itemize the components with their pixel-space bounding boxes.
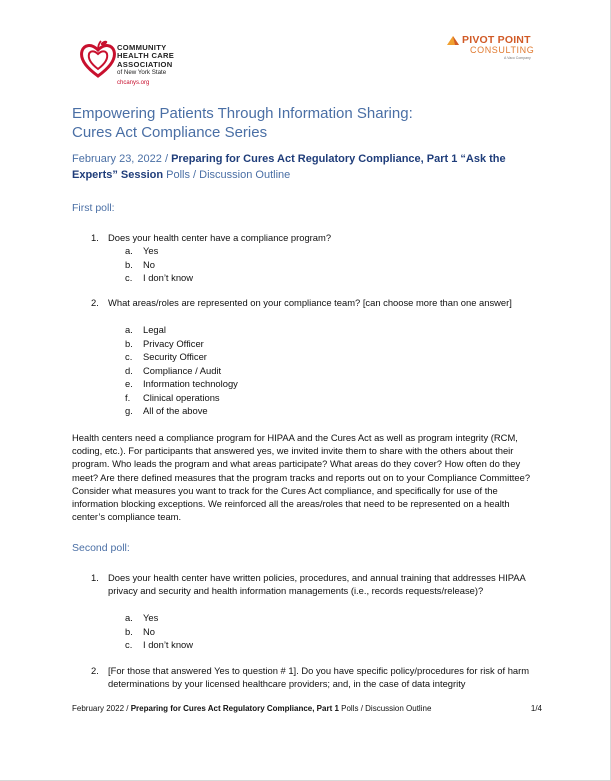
pivot-point-mark-icon <box>446 34 460 46</box>
consulting-wordmark: CONSULTING <box>470 45 535 55</box>
company-tagline: A Vaco Company <box>504 56 531 60</box>
session-subheading: February 23, 2022 / Preparing for Cures Act Regulatory Compliance, Part 1 “Ask the Experts” Session Polls / Discussion Outline <box>72 153 506 181</box>
second-poll-heading: Second poll: <box>72 542 130 554</box>
poll-question: 2. What areas/roles are represented on your compliance team? [can choose more than one answer] <box>91 297 512 308</box>
organization-website: chcanys.org <box>117 80 150 86</box>
pivot-point-wordmark: PIVOT POINT <box>462 34 531 46</box>
document-title: Empowering Patients Through Information Sharing: Cures Act Compliance Series <box>72 105 413 141</box>
first-poll-heading: First poll: <box>72 202 115 214</box>
heart-apple-icon <box>78 38 118 80</box>
page-number: 1/4 <box>530 704 542 713</box>
organization-name: COMMUNITY HEALTH CARE ASSOCIATION of New York State <box>117 43 175 77</box>
pivot-point-logo <box>444 32 536 62</box>
poll-question: 1. Does your health center have a compliance program? <box>91 232 332 243</box>
page-footer: February 2022 / Preparing for Cures Act Regulatory Compliance, Part 1 Polls / Discussion Outline 1/4 <box>72 704 542 713</box>
document-page: COMMUNITY HEALTH CARE ASSOCIATION of New York State chcanys.org PIVOT POINT CONSULTING A Vaco Company Empowering Patients Through Information Sharing: Cures Act Compliance Series February 23, 2022 / Preparing for Cures Act Regulatory Compliance, Part 1 “Ask the Experts” Session Polls / Discussion Outline First poll: 1. Does your health center have a compliance program? a. Yes b. No c. I don’t know 2. What areas/roles are represented on your compliance team? [can choose more than one answer] a. Legal b. Privacy Officer c. Security Officer d. Compliance / Audit e. Information technology f. Clinical operations g. All of the above Health centers need a compliance program for HIPAA and the Cures Act as well as program integrity (RCM, coding, etc.). For participants that answered yes, we invited invite them to share with the others about their program. Who leads the program and what areas participate? What areas do they cover? How often do they meet? Are there defined measures that the program tracks and reports out on to your Compliance Committee? Consider what measures you want to track for the Cures Act compliance, and specifically for use of the information blocking exceptions. We reinforced all the areas/roles that need to be represented on a health center’s compliance team. Second poll: 1. Does your health center have written policies, procedures, and annual training that addresses HIPAA privacy and security and health information managements (i.e., records requests/release)? a. Yes b. No c. I don’t know 2. [For those that answered Yes to question # 1]. Do you have specific policy/procedures for risk of harm determinations by your licensed healthcare providers; and, in the case of data integrity February 2022 / Preparing for Cures Act Regulatory Compliance, Part 1 Polls / Discussion Outline 1/4 <box>0 0 611 781</box>
chcanys-logo <box>78 38 218 88</box>
poll-question: 2. [For those that answered Yes to question # 1]. Do you have specific policy/procedures for risk of harm determinations by your licensed healthcare providers; and, in the case of data integrity <box>91 665 530 690</box>
poll-question: 1. Does your health center have written policies, procedures, and annual training that addresses HIPAA privacy and security and health information managements (i.e., records requests/release)? <box>91 572 526 597</box>
discussion-paragraph: Health centers need a compliance program for HIPAA and the Cures Act as well as program integrity (RCM, coding, etc.). For participants that answered yes, we invited invite them to share with the others about their program. Who leads the program and what areas participate? What areas do they cover? How often do they meet? Are there defined measures that the program tracks and reports out on to your Compliance Committee? Consider what measures you want to track for the Cures Act compliance, and specifically for use of the information blocking exceptions. We reinforced all the areas/roles that need to be represented on a health center’s compliance team. <box>72 432 531 523</box>
